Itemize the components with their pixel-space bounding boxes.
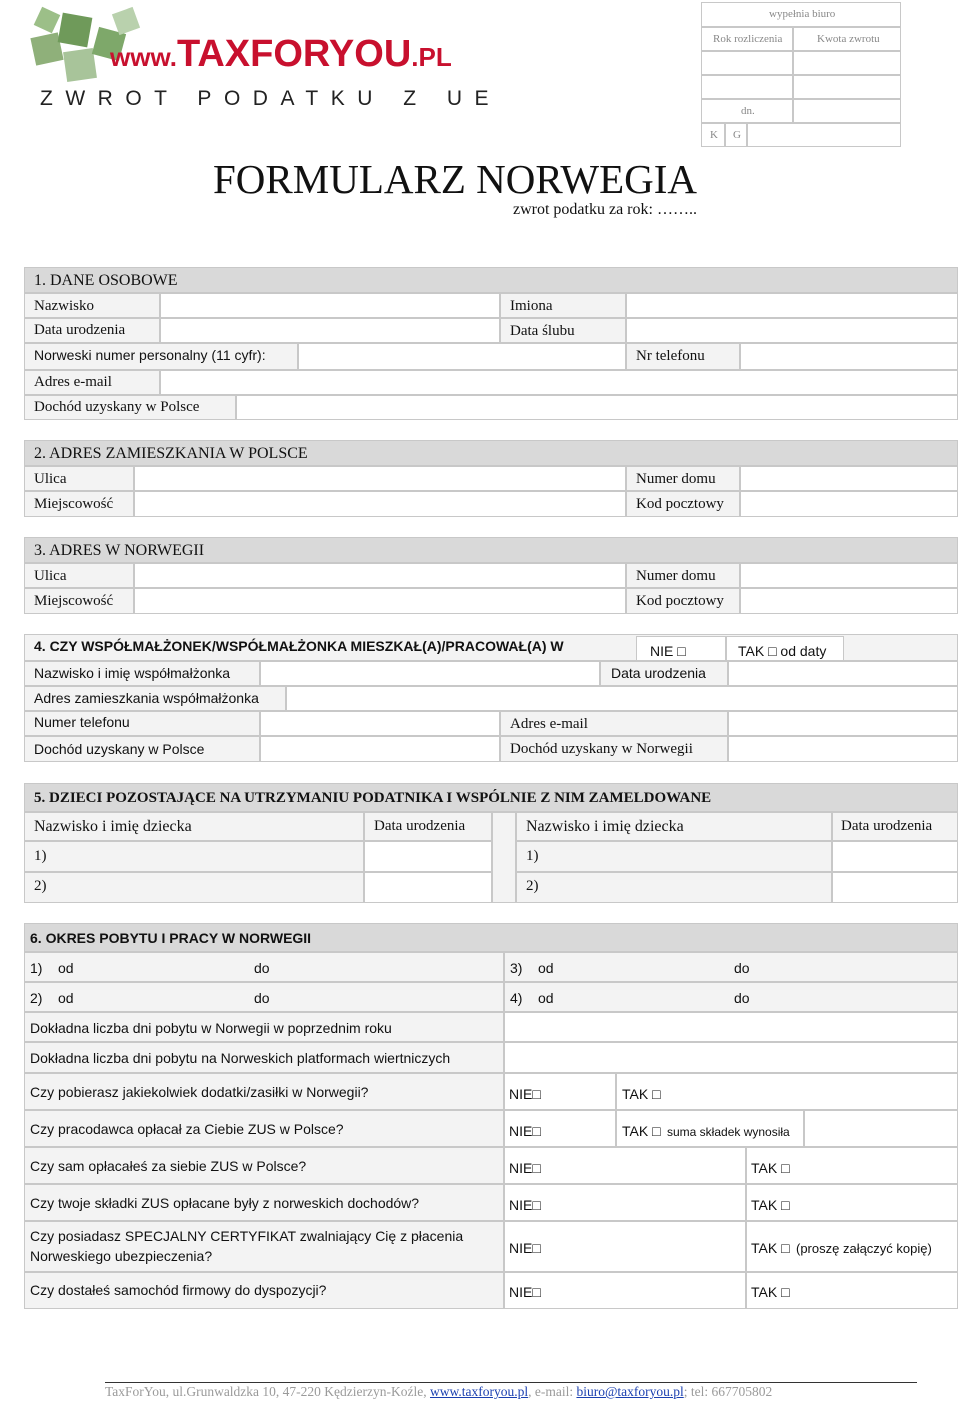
office-blank2[interactable]: [793, 75, 901, 99]
section-5: [24, 783, 958, 903]
s4-dochodno-field[interactable]: [728, 736, 958, 762]
s4-tak-option[interactable]: TAK □ od daty: [738, 643, 827, 659]
s6-period3-od: 3) od: [510, 960, 554, 976]
office-rok-field[interactable]: [701, 51, 793, 75]
s5-left-row1-date[interactable]: [364, 841, 492, 872]
s4-dochodpl-field[interactable]: [260, 736, 500, 762]
s5-right-row2-label: 2): [526, 878, 539, 894]
footer-rule: [105, 1382, 917, 1383]
s4-nie-option[interactable]: NIE □: [650, 643, 686, 659]
office-col1: Rok rozliczenia: [713, 33, 783, 45]
s1-dataur-label: Data urodzenia: [34, 322, 126, 338]
s6-q3-tak-label: TAK □: [751, 1160, 790, 1176]
s1-dataur-field[interactable]: [160, 318, 500, 343]
s6-q2-label: Czy pracodawca opłacał za Ciebie ZUS w Polsce?: [30, 1121, 344, 1137]
s6-dni-norwegia-field[interactable]: [504, 1012, 958, 1042]
s1-dochod-label: Dochód uzyskany w Polsce: [34, 399, 200, 415]
s2-kod-label: Kod pocztowy: [636, 496, 724, 512]
s6-q4-label: Czy twoje składki ZUS opłacane były z norweskich dochodów?: [30, 1195, 420, 1211]
s3-numer-label: Numer domu: [636, 568, 716, 584]
footer: [105, 1384, 925, 1400]
s6-q2-suma-label: suma składek wynosiła: [667, 1125, 790, 1139]
s5-right-row1[interactable]: [516, 841, 832, 872]
logo-main: TAXFORYOU: [176, 33, 412, 75]
s6-q3-label: Czy sam opłacałeś za siebie ZUS w Polsce?: [30, 1158, 307, 1174]
s6-dni-platformy-field[interactable]: [504, 1042, 958, 1073]
s1-tel-label: Nr telefonu: [636, 348, 705, 364]
section-5-heading: 5. DZIECI POZOSTAJĄCE NA UTRZYMANIU PODATNIKA I WSPÓLNIE Z NIM ZAMELDOWANE: [34, 790, 712, 806]
s4-dochodno-label: Dochód uzyskany w Norwegii: [510, 741, 693, 757]
s4-nazwisko-label: Nazwisko i imię współmałżonka: [34, 665, 231, 681]
s5-left-row2-label: 2): [34, 878, 47, 894]
s6-q1-tak-label: TAK □: [622, 1086, 661, 1102]
s1-imiona-label: Imiona: [510, 298, 553, 314]
s5-left-row1[interactable]: [24, 841, 364, 872]
s6-q4-nie-label: NIE□: [509, 1197, 541, 1213]
s1-nazwisko-field[interactable]: [160, 293, 500, 318]
s6-q4-tak-label: TAK □: [751, 1197, 790, 1213]
logo-www: www.: [110, 42, 177, 72]
s6-q2-suma-field[interactable]: [804, 1110, 958, 1147]
s6-q1-nie-label: NIE□: [509, 1086, 541, 1102]
logo-tagline: ZWROT PODATKU Z UE: [40, 87, 502, 110]
s4-nazwisko-field[interactable]: [260, 661, 600, 686]
footer-tel: ; tel: 667705802: [683, 1384, 773, 1399]
s1-slub-field[interactable]: [626, 318, 958, 343]
s2-kod-field[interactable]: [740, 491, 958, 517]
section-3-heading: 3. ADRES W NORWEGII: [34, 542, 205, 559]
s3-kod-field[interactable]: [740, 588, 958, 614]
s5-left-row2[interactable]: [24, 872, 364, 903]
s1-email-label: Adres e-mail: [34, 374, 112, 390]
s6-period2-do: do: [254, 990, 270, 1006]
s2-miejsc-field[interactable]: [134, 491, 626, 517]
section-1: [24, 267, 958, 420]
s3-ulica-field[interactable]: [134, 563, 626, 588]
s1-pnr-field[interactable]: [298, 343, 626, 370]
logo: [25, 5, 505, 113]
section-4-heading: 4. CZY WSPÓŁMAŁŻONEK/WSPÓŁMAŁŻONKA MIESZKAŁ(A)/PRACOWAŁ(A) W: [34, 638, 564, 654]
section-2-heading: 2. ADRES ZAMIESZKANIA W POLSCE: [34, 445, 308, 462]
s3-ulica-label: Ulica: [34, 568, 67, 584]
s4-tel-field[interactable]: [260, 711, 500, 736]
s6-q3-nie-label: NIE□: [509, 1160, 541, 1176]
footer-address: TaxForYou, ul.Grunwaldzka 10, 47-220 Kędzierzyn-Koźle,: [105, 1384, 430, 1399]
s4-dataur-field[interactable]: [728, 661, 958, 686]
logo-pl: .PL: [411, 42, 452, 72]
office-dn-field[interactable]: [793, 99, 901, 123]
s4-email-label: Adres e-mail: [510, 716, 588, 732]
footer-www-link[interactable]: www.taxforyou.pl: [429, 1384, 529, 1399]
s3-miejsc-field[interactable]: [134, 588, 626, 614]
footer-email-link[interactable]: biuro@taxforyou.pl: [576, 1384, 684, 1399]
s6-q5-tak-label: TAK □: [751, 1240, 790, 1256]
s6-dni-platformy-label: Dokładna liczba dni pobytu na Norweskich platformach wiertniczych: [30, 1050, 451, 1066]
section-2: [24, 440, 958, 517]
s6-period3[interactable]: [504, 952, 958, 982]
s5-right-name-label: Nazwisko i imię dziecka: [526, 818, 684, 835]
s6-q6-label: Czy dostałeś samochód firmowy do dyspozycji?: [30, 1282, 327, 1298]
s5-left-date-label: Data urodzenia: [374, 818, 466, 834]
page-subtitle: zwrot podatku za rok: ……..: [513, 201, 697, 218]
section-1-heading: 1. DANE OSOBOWE: [34, 272, 178, 289]
s1-email-field[interactable]: [160, 370, 958, 395]
s5-left-row1-label: 1): [34, 848, 47, 864]
s3-kod-label: Kod pocztowy: [636, 593, 724, 609]
s6-dni-norwegia-label: Dokładna liczba dni pobytu w Norwegii w poprzednim roku: [30, 1020, 392, 1036]
office-col2: Kwota zwrotu: [817, 33, 880, 45]
office-box: [701, 2, 901, 147]
s6-q2-tak-label: TAK □: [622, 1123, 661, 1139]
office-k: K: [710, 129, 718, 141]
s3-numer-field[interactable]: [740, 563, 958, 588]
s5-right-row2[interactable]: [516, 872, 832, 903]
s6-q5-label-line1: Czy posiadasz SPECJALNY CERTYFIKAT zwalniający Cię z płacenia: [30, 1228, 464, 1244]
s6-period2-od: 2) od: [30, 990, 74, 1006]
s5-left-row2-date[interactable]: [364, 872, 492, 903]
s6-period4[interactable]: [504, 982, 958, 1012]
s6-q1-label: Czy pobierasz jakiekolwiek dodatki/zasiłki w Norwegii?: [30, 1084, 369, 1100]
s6-period1-do: do: [254, 960, 270, 976]
s6-period1-od: 1) od: [30, 960, 74, 976]
section-3: [24, 537, 958, 614]
s5-right-row1-date[interactable]: [832, 841, 958, 872]
s6-q6-tak-label: TAK □: [751, 1284, 790, 1300]
office-g-field[interactable]: [747, 123, 901, 147]
s1-pnr-label: Norweski numer personalny (11 cyfr):: [34, 347, 266, 363]
s6-q1-tak[interactable]: [616, 1073, 958, 1110]
page-title: FORMULARZ NORWEGIA: [213, 156, 698, 202]
office-dn: dn.: [741, 105, 755, 117]
section-4: [24, 634, 958, 762]
s1-nazwisko-label: Nazwisko: [34, 298, 94, 314]
office-kwota-field[interactable]: [793, 51, 901, 75]
s2-ulica-label: Ulica: [34, 471, 67, 487]
s5-right-row1-label: 1): [526, 848, 539, 864]
office-g: G: [733, 129, 741, 141]
s1-imiona-field[interactable]: [626, 293, 958, 318]
section-6-heading: 6. OKRES POBYTU I PRACY W NORWEGII: [30, 930, 312, 946]
s5-right-row2-date[interactable]: [832, 872, 958, 903]
s6-period4-do: do: [734, 990, 750, 1006]
s6-period3-do: do: [734, 960, 750, 976]
footer-email-label: , e-mail:: [528, 1384, 577, 1399]
office-title: wypełnia biuro: [769, 8, 836, 20]
s6-q6-nie-label: NIE□: [509, 1284, 541, 1300]
s2-ulica-field[interactable]: [134, 466, 626, 491]
s4-tel-label: Numer telefonu: [34, 714, 130, 730]
section-6: [24, 923, 958, 1310]
s6-q5-nie-label: NIE□: [509, 1240, 541, 1256]
s4-dochodpl-label: Dochód uzyskany w Polsce: [34, 741, 205, 757]
s1-dochod-field[interactable]: [236, 395, 958, 420]
s5-divider: [492, 812, 516, 903]
office-blank1[interactable]: [701, 75, 793, 99]
s4-dataur-label: Data urodzenia: [611, 665, 706, 681]
s4-adres-field[interactable]: [286, 686, 958, 711]
s3-miejsc-label: Miejscowość: [34, 593, 114, 609]
s1-tel-field[interactable]: [740, 343, 958, 370]
s6-q5-kopia-label: (proszę załączyć kopię): [796, 1241, 932, 1256]
s2-numer-label: Numer domu: [636, 471, 716, 487]
s5-right-date-label: Data urodzenia: [841, 818, 933, 834]
s4-email-field[interactable]: [728, 711, 958, 736]
s2-numer-field[interactable]: [740, 466, 958, 491]
s4-adres-label: Adres zamieszkania współmałżonka: [34, 690, 259, 706]
s6-period4-od: 4) od: [510, 990, 554, 1006]
s2-miejsc-label: Miejscowość: [34, 496, 114, 512]
s6-q2-nie-label: NIE□: [509, 1123, 541, 1139]
s6-q5-label-line2: Norweskiego ubezpieczenia?: [30, 1248, 213, 1264]
s1-slub-label: Data ślubu: [510, 323, 575, 339]
s5-left-name-label: Nazwisko i imię dziecka: [34, 818, 192, 835]
